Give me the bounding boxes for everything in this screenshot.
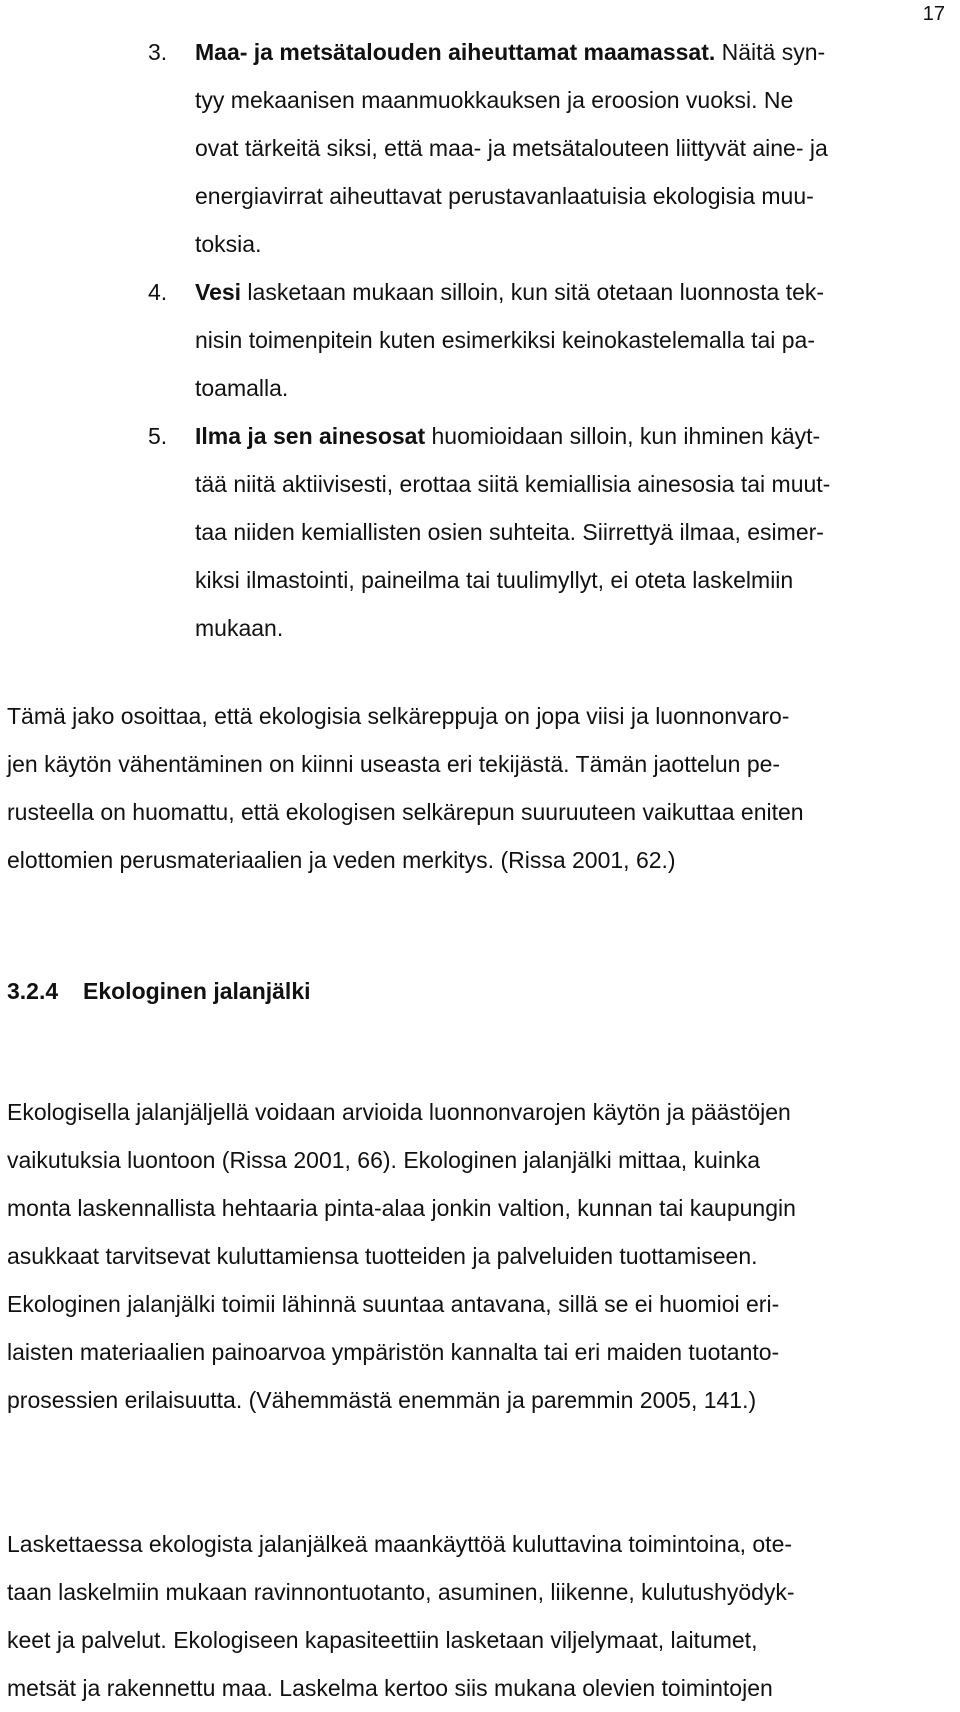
text-line: toksia. bbox=[195, 231, 262, 257]
numbered-list bbox=[0, 28, 960, 652]
list-item bbox=[0, 268, 960, 412]
paragraph bbox=[0, 1520, 960, 1712]
page-number: 17 bbox=[922, 3, 945, 25]
text-line: kiksi ilmastointi, paineilma tai tuulimyllyt, ei oteta laskelmiin bbox=[195, 567, 794, 593]
text-line: energiavirrat aiheuttavat perustavanlaatuisia ekologisia muu- bbox=[195, 183, 814, 209]
text-line: taan laskelmiin mukaan ravinnontuotanto, asuminen, liikenne, kulutushyödyk- bbox=[7, 1579, 795, 1605]
text-line: taa niiden kemiallisten osien suhteita. Siirrettyä ilmaa, esimer- bbox=[195, 519, 824, 545]
list-item-number: 5. bbox=[148, 423, 168, 449]
text-line: keet ja palvelut. Ekologiseen kapasiteettiin lasketaan viljelymaat, laitumet, bbox=[7, 1627, 758, 1653]
text-line: monta laskennallista hehtaaria pinta-alaa jonkin valtion, kunnan tai kaupungin bbox=[7, 1195, 796, 1221]
text-line: tyy mekaanisen maanmuokkauksen ja eroosion vuoksi. Ne bbox=[195, 87, 794, 113]
list-item-bold-term: Ilma ja sen ainesosat bbox=[195, 423, 426, 449]
list-item bbox=[0, 412, 960, 652]
paragraph bbox=[0, 1088, 960, 1424]
section-heading bbox=[7, 976, 311, 1006]
list-item-first-line bbox=[0, 268, 960, 316]
list-item-text: huomioidaan silloin, kun ihminen käyt- bbox=[425, 423, 821, 449]
list-item-first-line bbox=[0, 28, 960, 76]
text-line: vaikutuksia luontoon (Rissa 2001, 66). Ekologinen jalanjälki mittaa, kuinka bbox=[7, 1147, 761, 1173]
list-item-bold-term: Vesi bbox=[195, 279, 242, 305]
list-item-first-line bbox=[0, 412, 960, 460]
text-line: Ekologisella jalanjäljellä voidaan arvioida luonnonvarojen käytön ja päästöjen bbox=[7, 1099, 791, 1125]
text-line: rusteella on huomattu, että ekologisen selkärepun suuruuteen vaikuttaa eniten bbox=[7, 799, 804, 825]
text-line: tää niitä aktiivisesti, erottaa siitä kemiallisia ainesosia tai muut- bbox=[195, 471, 831, 497]
text-line: Laskettaessa ekologista jalanjälkeä maankäyttöä kuluttavina toimintoina, ote- bbox=[7, 1531, 793, 1557]
section-title: Ekologinen jalanjälki bbox=[83, 978, 311, 1004]
section-number: 3.2.4 bbox=[7, 978, 59, 1004]
text-line: prosessien erilaisuutta. (Vähemmästä enemmän ja paremmin 2005, 141.) bbox=[7, 1387, 757, 1413]
list-item-text: Näitä syn- bbox=[715, 39, 826, 65]
text-line: metsät ja rakennettu maa. Laskelma kertoo siis mukana olevien toimintojen bbox=[7, 1675, 773, 1701]
list-item-number: 3. bbox=[148, 39, 168, 65]
list-item-number: 4. bbox=[148, 279, 168, 305]
text-line: mukaan. bbox=[195, 615, 284, 641]
text-line: Tämä jako osoittaa, että ekologisia selkäreppuja on jopa viisi ja luonnonvaro- bbox=[7, 703, 790, 729]
list-item bbox=[0, 28, 960, 268]
paragraph bbox=[0, 692, 960, 884]
text-line: ovat tärkeitä siksi, että maa- ja metsätalouteen liittyvät aine- ja bbox=[195, 135, 828, 161]
text-line: laisten materiaalien painoarvoa ympäristön kannalta tai eri maiden tuotanto- bbox=[7, 1339, 780, 1365]
text-line: asukkaat tarvitsevat kuluttamiensa tuotteiden ja palveluiden tuottamiseen. bbox=[7, 1243, 758, 1269]
text-line: elottomien perusmateriaalien ja veden merkitys. (Rissa 2001, 62.) bbox=[7, 847, 676, 873]
list-item-bold-term: Maa- ja metsätalouden aiheuttamat maamassat. bbox=[195, 39, 716, 65]
text-line: nisin toimenpitein kuten esimerkiksi keinokastelemalla tai pa- bbox=[195, 327, 816, 353]
text-line: Ekologinen jalanjälki toimii lähinnä suuntaa antavana, sillä se ei huomioi eri- bbox=[7, 1291, 780, 1317]
text-line: jen käytön vähentäminen on kiinni useasta eri tekijästä. Tämän jaottelun pe- bbox=[7, 751, 781, 777]
text-line: toamalla. bbox=[195, 375, 289, 401]
list-item-text: lasketaan mukaan silloin, kun sitä otetaan luonnosta tek- bbox=[241, 279, 825, 305]
